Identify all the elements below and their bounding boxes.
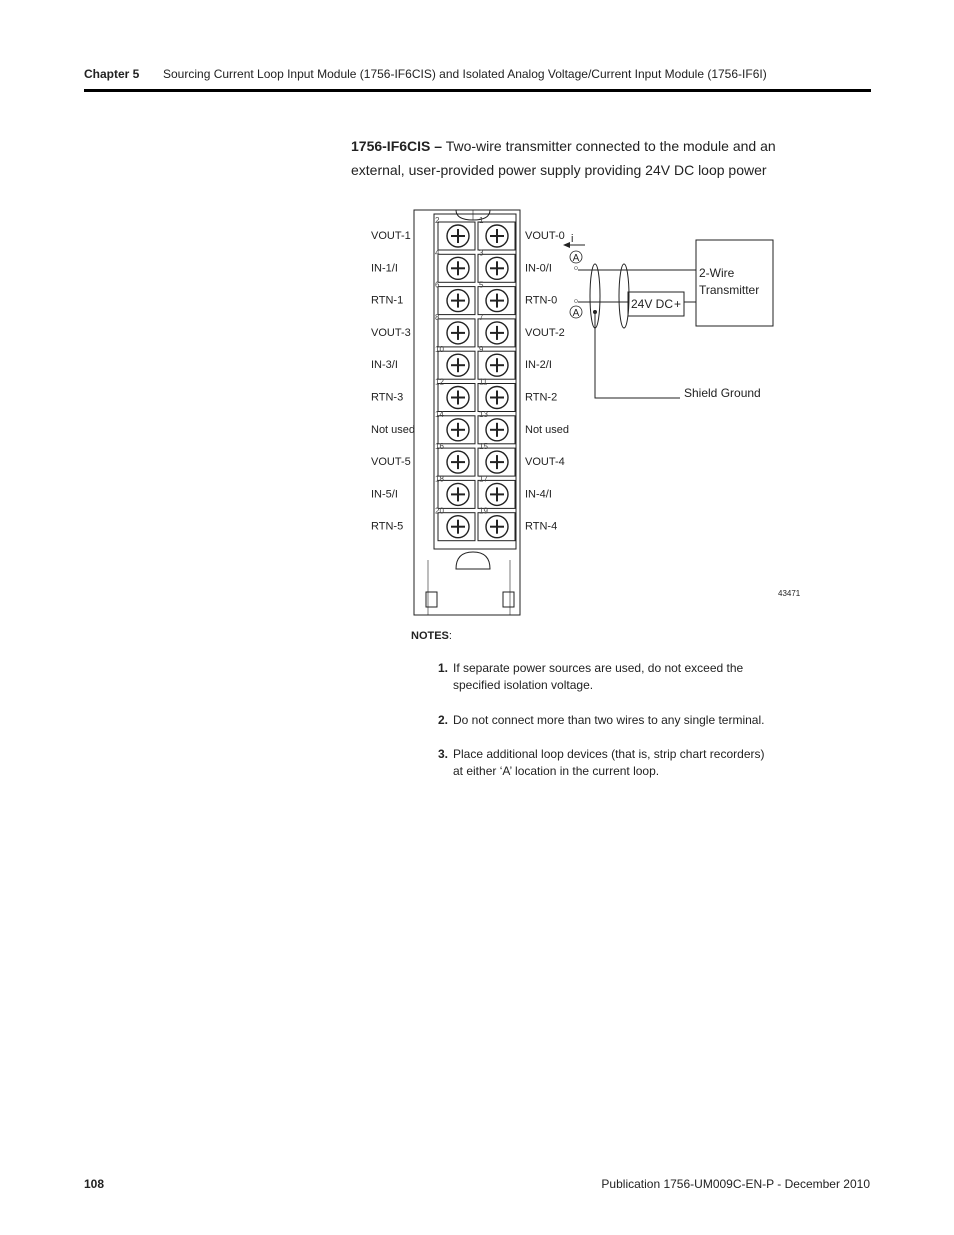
- terminal-row: [435, 474, 515, 508]
- header-rule: [84, 89, 871, 92]
- terminal-label-left: RTN-3: [371, 391, 404, 404]
- terminal-number-right: 7: [479, 312, 484, 322]
- terminal-number-right: 5: [479, 280, 484, 290]
- terminal-label-left: IN-5/I: [371, 488, 398, 501]
- page-number: 108: [84, 1177, 105, 1191]
- note-text: Place additional loop devices (that is, strip chart recorders) at either ‘A’ location in the current loop.: [453, 747, 765, 778]
- terminal-block: [414, 210, 520, 615]
- terminal-label-left: RTN-1: [371, 294, 404, 307]
- intro-bold: 1756-IF6CIS –: [351, 138, 443, 154]
- terminal-number-right: 13: [479, 409, 488, 419]
- terminal-label-right: Not used: [525, 423, 570, 436]
- terminal-rows: [435, 216, 515, 541]
- terminal-number-left: 2: [435, 216, 440, 225]
- terminal-labels: [371, 230, 569, 533]
- terminal-label-right: VOUT-4: [525, 456, 565, 469]
- terminal-label-left: VOUT-5: [371, 456, 411, 469]
- terminal-number-left: 14: [435, 409, 444, 419]
- terminal-number-right: 17: [479, 474, 488, 484]
- terminal-number-left: 8: [435, 312, 440, 322]
- terminal-label-left: VOUT-1: [371, 230, 411, 242]
- note-text: Do not connect more than two wires to any single terminal.: [453, 713, 765, 727]
- note-item: [438, 746, 768, 780]
- terminal-label-left: IN-1/I: [371, 262, 398, 275]
- terminal-number-right: 15: [479, 442, 488, 452]
- note-text: If separate power sources are used, do not exceed the specified isolation voltage.: [453, 661, 744, 692]
- terminal-row: [435, 216, 515, 250]
- terminal-row: [435, 410, 515, 444]
- terminal-row: [435, 345, 515, 379]
- wiring-diagram: [360, 200, 810, 620]
- terminal-number-right: 1: [479, 216, 484, 225]
- terminal-number-right: 19: [479, 506, 488, 516]
- ammeter-top-label: A: [572, 253, 580, 264]
- terminal-row: [435, 442, 515, 476]
- terminal-number-left: 18: [435, 474, 444, 484]
- terminal-label-left: IN-3/I: [371, 359, 398, 372]
- terminal-label-right: VOUT-0: [525, 230, 565, 242]
- chapter-title: Sourcing Current Loop Input Module (1756-IF6CIS) and Isolated Analog Voltage/Current Input Module (1756-IF6I): [163, 67, 767, 81]
- terminal-row: [435, 378, 515, 412]
- terminal-number-left: 20: [435, 506, 444, 516]
- chapter-label: Chapter 5: [84, 67, 140, 81]
- ammeter-bottom-label: A: [572, 308, 580, 319]
- terminal-number-left: 16: [435, 442, 444, 452]
- intro-paragraph: [351, 134, 821, 182]
- terminal-number-right: 3: [479, 248, 484, 258]
- power-supply-label: 24V DC+: [631, 297, 682, 311]
- note-number: 2.: [438, 713, 449, 727]
- notes-title: NOTES:: [411, 630, 452, 642]
- terminal-number-left: 12: [435, 377, 444, 387]
- terminal-number-right: 11: [479, 377, 488, 387]
- transmitter-line1: 2-Wire: [699, 266, 735, 280]
- terminal-label-right: RTN-2: [525, 391, 558, 404]
- current-label: i: [571, 233, 574, 245]
- terminal-label-left: Not used: [371, 423, 416, 436]
- terminal-row: [435, 507, 515, 541]
- publication-id: Publication 1756-UM009C-EN-P - December 2010: [601, 1177, 870, 1191]
- terminal-row: [435, 248, 515, 282]
- terminal-number-left: 6: [435, 280, 440, 290]
- terminal-row: [435, 313, 515, 347]
- shield-ground-label: Shield Ground: [684, 386, 761, 400]
- shield-ground-wire: [595, 312, 680, 398]
- terminal-label-right: IN-4/I: [525, 488, 552, 501]
- note-item: [438, 660, 768, 694]
- terminal-number-left: 4: [435, 248, 440, 258]
- terminal-label-right: RTN-0: [525, 294, 558, 307]
- terminal-label-right: IN-0/I: [525, 262, 552, 275]
- intro-text: Two-wire transmitter connected to the module and an external, user-provided power supply providing 24V DC loop power: [351, 138, 776, 178]
- terminal-label-left: RTN-5: [371, 520, 404, 533]
- terminal-number-right: 9: [479, 345, 484, 355]
- note-number: 1.: [438, 661, 449, 675]
- terminal-label-right: RTN-4: [525, 520, 558, 533]
- transmitter-line2: Transmitter: [699, 283, 760, 297]
- note-number: 3.: [438, 747, 449, 761]
- terminal-row: [435, 281, 515, 315]
- note-item: [438, 712, 768, 729]
- terminal-label-left: VOUT-3: [371, 326, 411, 339]
- terminal-number-left: 10: [435, 345, 444, 355]
- terminal-label-right: IN-2/I: [525, 359, 552, 372]
- loop-wiring: [563, 233, 773, 400]
- figure-id: 43471: [778, 589, 801, 598]
- terminal-label-right: VOUT-2: [525, 326, 565, 339]
- current-arrow-head: [563, 242, 570, 248]
